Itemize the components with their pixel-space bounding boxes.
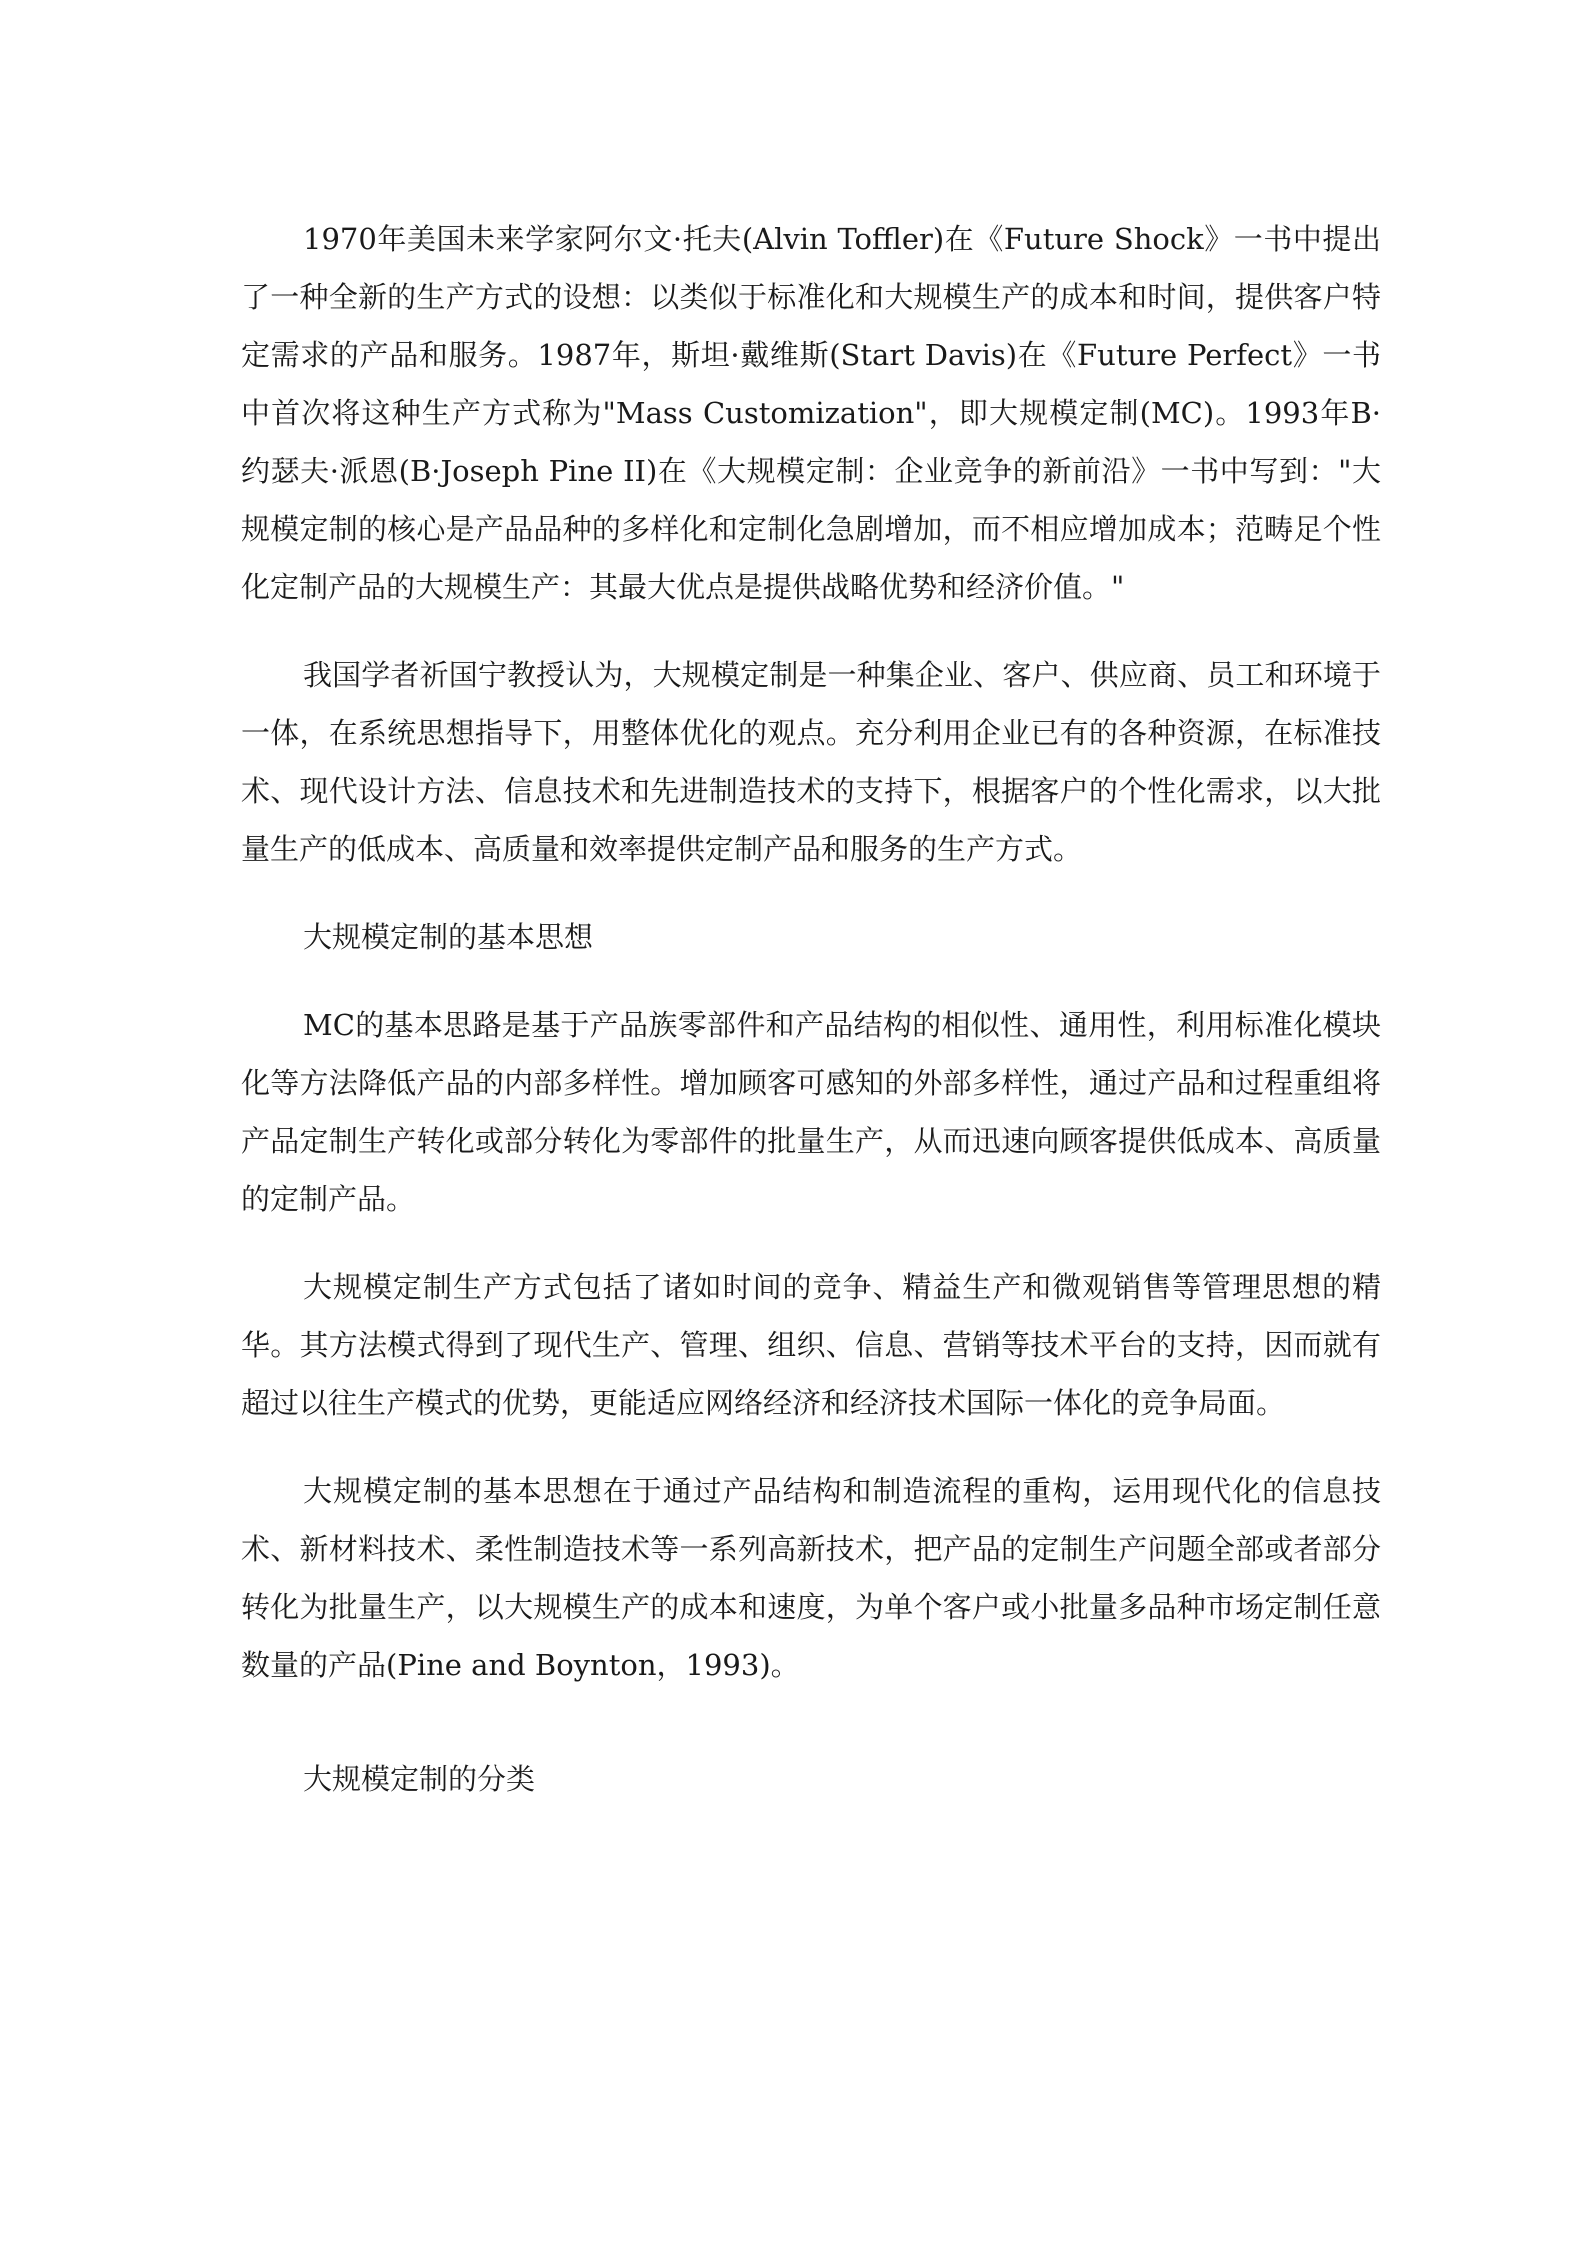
section-heading-classification: 大规模定制的分类	[303, 1762, 536, 1796]
paragraph-mc-history: 1970年美国未来学家阿尔文·托夫(Alvin Toffler)在《Future Shock》一书中提出了一种全新的生产方式的设想：以类似于标准化和大规模生产的成本和时间，提供客户特定需求的产品和服务。1987年，斯坦·戴维斯(Start Davis)在《Future Perfect》一书中首次将这种生产方式称为"Mass Customization"，即大规模定制(MC)。1993年B·约瑟夫·派恩(B·Joseph Pine II)在《大规模定制：企业竞争的新前沿》一书中写到："大规模定制的核心是产品品种的多样化和定制化急剧增加，而不相应增加成本；范畴足个性化定制产品的大规模生产：其最大优点是提供战略优势和经济价值。"	[241, 222, 1381, 604]
document-page	[241, 210, 1381, 1838]
paragraph-mc-essence: 大规模定制生产方式包括了诸如时间的竞争、精益生产和微观销售等管理思想的精华。其方法模式得到了现代生产、管理、组织、信息、营销等技术平台的支持，因而就有超过以往生产模式的优势，更能适应网络经济和经济技术国际一体化的竞争局面。	[241, 1270, 1381, 1420]
paragraph-mc-approach: MC的基本思路是基于产品族零部件和产品结构的相似性、通用性，利用标准化模块化等方法降低产品的内部多样性。增加顾客可感知的外部多样性，通过产品和过程重组将产品定制生产转化或部分转化为零部件的批量生产，从而迅速向顾客提供低成本、高质量的定制产品。	[241, 1008, 1381, 1216]
section-heading-basic-idea: 大规模定制的基本思想	[303, 920, 594, 954]
paragraph-mc-core-idea: 大规模定制的基本思想在于通过产品结构和制造流程的重构，运用现代化的信息技术、新材料技术、柔性制造技术等一系列高新技术，把产品的定制生产问题全部或者部分转化为批量生产，以大规模生产的成本和速度，为单个客户或小批量多品种市场定制任意数量的产品(Pine and Boynton，1993)。	[241, 1474, 1381, 1682]
paragraph-qi-definition: 我国学者祈国宁教授认为，大规模定制是一种集企业、客户、供应商、员工和环境于一体，在系统思想指导下，用整体优化的观点。充分利用企业已有的各种资源，在标准技术、现代设计方法、信息技术和先进制造技术的支持下，根据客户的个性化需求，以大批量生产的低成本、高质量和效率提供定制产品和服务的生产方式。	[241, 658, 1381, 866]
